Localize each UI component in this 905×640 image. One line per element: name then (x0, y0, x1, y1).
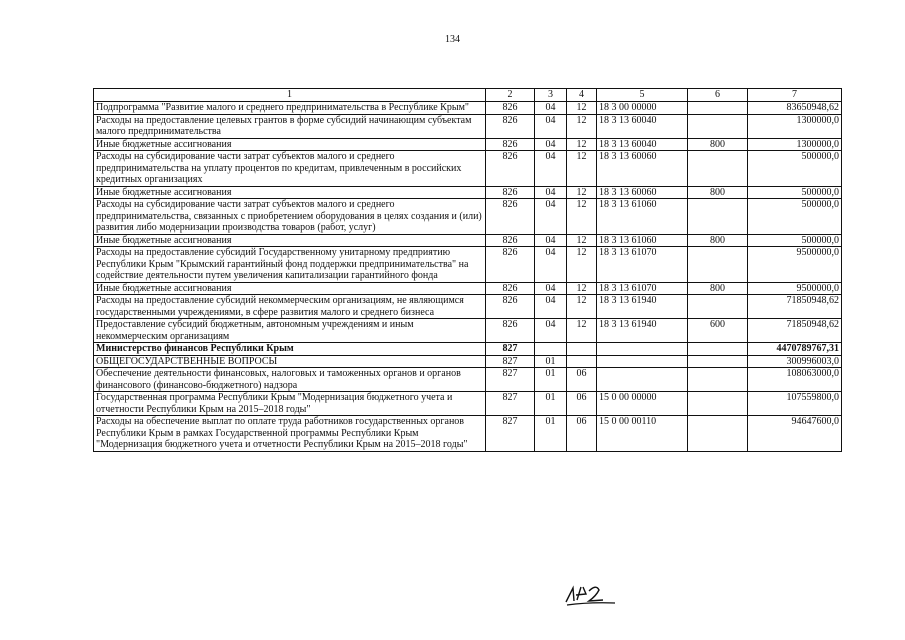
row-description: Подпрограмма "Развитие малого и среднего предпринимательства в Республике Крым" (94, 102, 486, 115)
row-code-2: 826 (486, 138, 535, 151)
row-code-3: 04 (535, 319, 567, 343)
row-code-2: 827 (486, 343, 535, 356)
row-code-6 (688, 151, 748, 187)
row-code-3: 04 (535, 102, 567, 115)
row-code-3: 04 (535, 114, 567, 138)
table-row (94, 319, 842, 343)
row-code-6 (688, 102, 748, 115)
row-code-5: 18 3 13 60060 (597, 186, 688, 199)
table-row (94, 416, 842, 452)
row-code-4: 12 (567, 138, 597, 151)
row-code-5: 18 3 13 61060 (597, 234, 688, 247)
row-code-6 (688, 199, 748, 235)
table-row (94, 186, 842, 199)
table-row (94, 355, 842, 368)
row-code-5: 15 0 00 00000 (597, 392, 688, 416)
row-code-4: 12 (567, 151, 597, 187)
row-code-4: 12 (567, 319, 597, 343)
row-code-4: 12 (567, 186, 597, 199)
row-code-5: 18 3 00 00000 (597, 102, 688, 115)
row-description: Министерство финансов Республики Крым (94, 343, 486, 356)
row-code-5 (597, 355, 688, 368)
row-code-5: 18 3 13 60060 (597, 151, 688, 187)
table-body (94, 102, 842, 452)
budget-table (93, 88, 842, 452)
header-cell: 5 (597, 89, 688, 102)
table-row (94, 368, 842, 392)
header-cell: 7 (748, 89, 842, 102)
row-amount: 9500000,0 (748, 247, 842, 283)
row-code-4: 12 (567, 114, 597, 138)
row-amount: 300996003,0 (748, 355, 842, 368)
row-code-4: 12 (567, 282, 597, 295)
row-code-5: 18 3 13 61060 (597, 199, 688, 235)
table-row (94, 295, 842, 319)
row-amount: 1300000,0 (748, 138, 842, 151)
header-cell: 2 (486, 89, 535, 102)
row-description: Расходы на предоставление субсидий Государственному унитарному предприятию Республики Крым "Крымский гарантийный фонд поддержки предпринимательства" на содействие деятельности путем увеличения капитализации гарантийного фонда (94, 247, 486, 283)
header-cell: 4 (567, 89, 597, 102)
table-row (94, 247, 842, 283)
row-amount: 71850948,62 (748, 319, 842, 343)
table-row (94, 114, 842, 138)
row-amount: 108063000,0 (748, 368, 842, 392)
row-code-4 (567, 355, 597, 368)
row-code-5: 18 3 13 61940 (597, 295, 688, 319)
row-description: ОБЩЕГОСУДАРСТВЕННЫЕ ВОПРОСЫ (94, 355, 486, 368)
header-cell: 1 (94, 89, 486, 102)
row-description: Расходы на предоставление субсидий некоммерческим организациям, не являющимся государственными учреждениями, в сфере развития малого и среднего бизнеса (94, 295, 486, 319)
row-code-6: 800 (688, 234, 748, 247)
row-code-5: 18 3 13 60040 (597, 114, 688, 138)
row-amount: 4470789767,31 (748, 343, 842, 356)
row-code-2: 826 (486, 102, 535, 115)
row-code-6 (688, 295, 748, 319)
row-description: Расходы на обеспечение выплат по оплате труда работников государственных органов Республики Крым в рамках Государственной программы Республики Крым "Модернизация бюджетного учета и отчетности Республики Крым на 2015–2018 годы" (94, 416, 486, 452)
row-code-6: 800 (688, 282, 748, 295)
row-code-5: 18 3 13 61940 (597, 319, 688, 343)
row-code-5 (597, 343, 688, 356)
row-amount: 500000,0 (748, 151, 842, 187)
table-row (94, 234, 842, 247)
row-amount: 500000,0 (748, 234, 842, 247)
row-code-5: 18 3 13 61070 (597, 247, 688, 283)
row-description: Иные бюджетные ассигнования (94, 138, 486, 151)
row-code-4: 12 (567, 234, 597, 247)
table-row (94, 282, 842, 295)
row-code-2: 826 (486, 199, 535, 235)
row-description: Иные бюджетные ассигнования (94, 282, 486, 295)
row-code-2: 826 (486, 114, 535, 138)
row-amount: 71850948,62 (748, 295, 842, 319)
row-amount: 1300000,0 (748, 114, 842, 138)
row-code-3: 04 (535, 151, 567, 187)
row-code-6: 600 (688, 319, 748, 343)
row-code-4: 12 (567, 247, 597, 283)
row-description: Расходы на субсидирование части затрат субъектов малого и среднего предпринимательства, связанных с приобретением оборудования в целях создания и (или) развития либо модернизации производства товаров (работ, услуг) (94, 199, 486, 235)
row-code-6 (688, 355, 748, 368)
row-code-2: 826 (486, 234, 535, 247)
row-amount: 9500000,0 (748, 282, 842, 295)
table-row (94, 199, 842, 235)
row-code-2: 827 (486, 416, 535, 452)
row-code-4: 12 (567, 199, 597, 235)
row-code-3: 04 (535, 199, 567, 235)
row-code-2: 827 (486, 368, 535, 392)
row-amount: 500000,0 (748, 186, 842, 199)
row-code-5: 18 3 13 60040 (597, 138, 688, 151)
row-code-6 (688, 416, 748, 452)
row-code-3: 01 (535, 416, 567, 452)
row-code-6 (688, 247, 748, 283)
row-code-2: 826 (486, 247, 535, 283)
header-row (94, 89, 842, 102)
row-amount: 83650948,62 (748, 102, 842, 115)
table-row (94, 392, 842, 416)
row-code-6 (688, 114, 748, 138)
row-code-2: 827 (486, 355, 535, 368)
row-code-2: 826 (486, 282, 535, 295)
table-row (94, 138, 842, 151)
row-code-3: 01 (535, 368, 567, 392)
table-row (94, 343, 842, 356)
row-code-2: 826 (486, 319, 535, 343)
row-description: Расходы на субсидирование части затрат субъектов малого и среднего предпринимательства на уплату процентов по кредитам, привлеченным в российских кредитных организациях (94, 151, 486, 187)
row-code-2: 827 (486, 392, 535, 416)
row-code-3: 04 (535, 282, 567, 295)
row-code-2: 826 (486, 186, 535, 199)
row-code-4: 12 (567, 295, 597, 319)
row-description: Государственная программа Республики Крым "Модернизация бюджетного учета и отчетности Республики Крым на 2015–2018 годы" (94, 392, 486, 416)
row-code-3: 01 (535, 355, 567, 368)
row-amount: 500000,0 (748, 199, 842, 235)
row-code-4: 06 (567, 368, 597, 392)
header-cell: 3 (535, 89, 567, 102)
row-code-4 (567, 343, 597, 356)
page-number: 134 (445, 34, 460, 45)
row-code-4: 06 (567, 416, 597, 452)
row-description: Расходы на предоставление целевых грантов в форме субсидий начинающим субъектам малого предпринимательства (94, 114, 486, 138)
row-code-2: 826 (486, 151, 535, 187)
row-code-4: 12 (567, 102, 597, 115)
row-code-5: 18 3 13 61070 (597, 282, 688, 295)
row-amount: 94647600,0 (748, 416, 842, 452)
row-code-3: 04 (535, 138, 567, 151)
row-description: Обеспечение деятельности финансовых, налоговых и таможенных органов и органов финансового (финансово-бюджетного) надзора (94, 368, 486, 392)
row-code-3: 01 (535, 392, 567, 416)
header-cell: 6 (688, 89, 748, 102)
row-code-6 (688, 368, 748, 392)
row-code-6 (688, 392, 748, 416)
row-description: Предоставление субсидий бюджетным, автономным учреждениям и иным некоммерческим организациям (94, 319, 486, 343)
row-code-3: 04 (535, 295, 567, 319)
row-code-3 (535, 343, 567, 356)
row-code-3: 04 (535, 186, 567, 199)
row-code-2: 826 (486, 295, 535, 319)
row-code-6: 800 (688, 186, 748, 199)
row-code-6 (688, 343, 748, 356)
row-code-3: 04 (535, 234, 567, 247)
row-code-5: 15 0 00 00110 (597, 416, 688, 452)
row-code-6: 800 (688, 138, 748, 151)
row-description: Иные бюджетные ассигнования (94, 186, 486, 199)
row-code-4: 06 (567, 392, 597, 416)
row-description: Иные бюджетные ассигнования (94, 234, 486, 247)
row-code-3: 04 (535, 247, 567, 283)
row-amount: 107559800,0 (748, 392, 842, 416)
handwritten-page-number (563, 580, 619, 608)
table-row (94, 102, 842, 115)
table-row (94, 151, 842, 187)
row-code-5 (597, 368, 688, 392)
